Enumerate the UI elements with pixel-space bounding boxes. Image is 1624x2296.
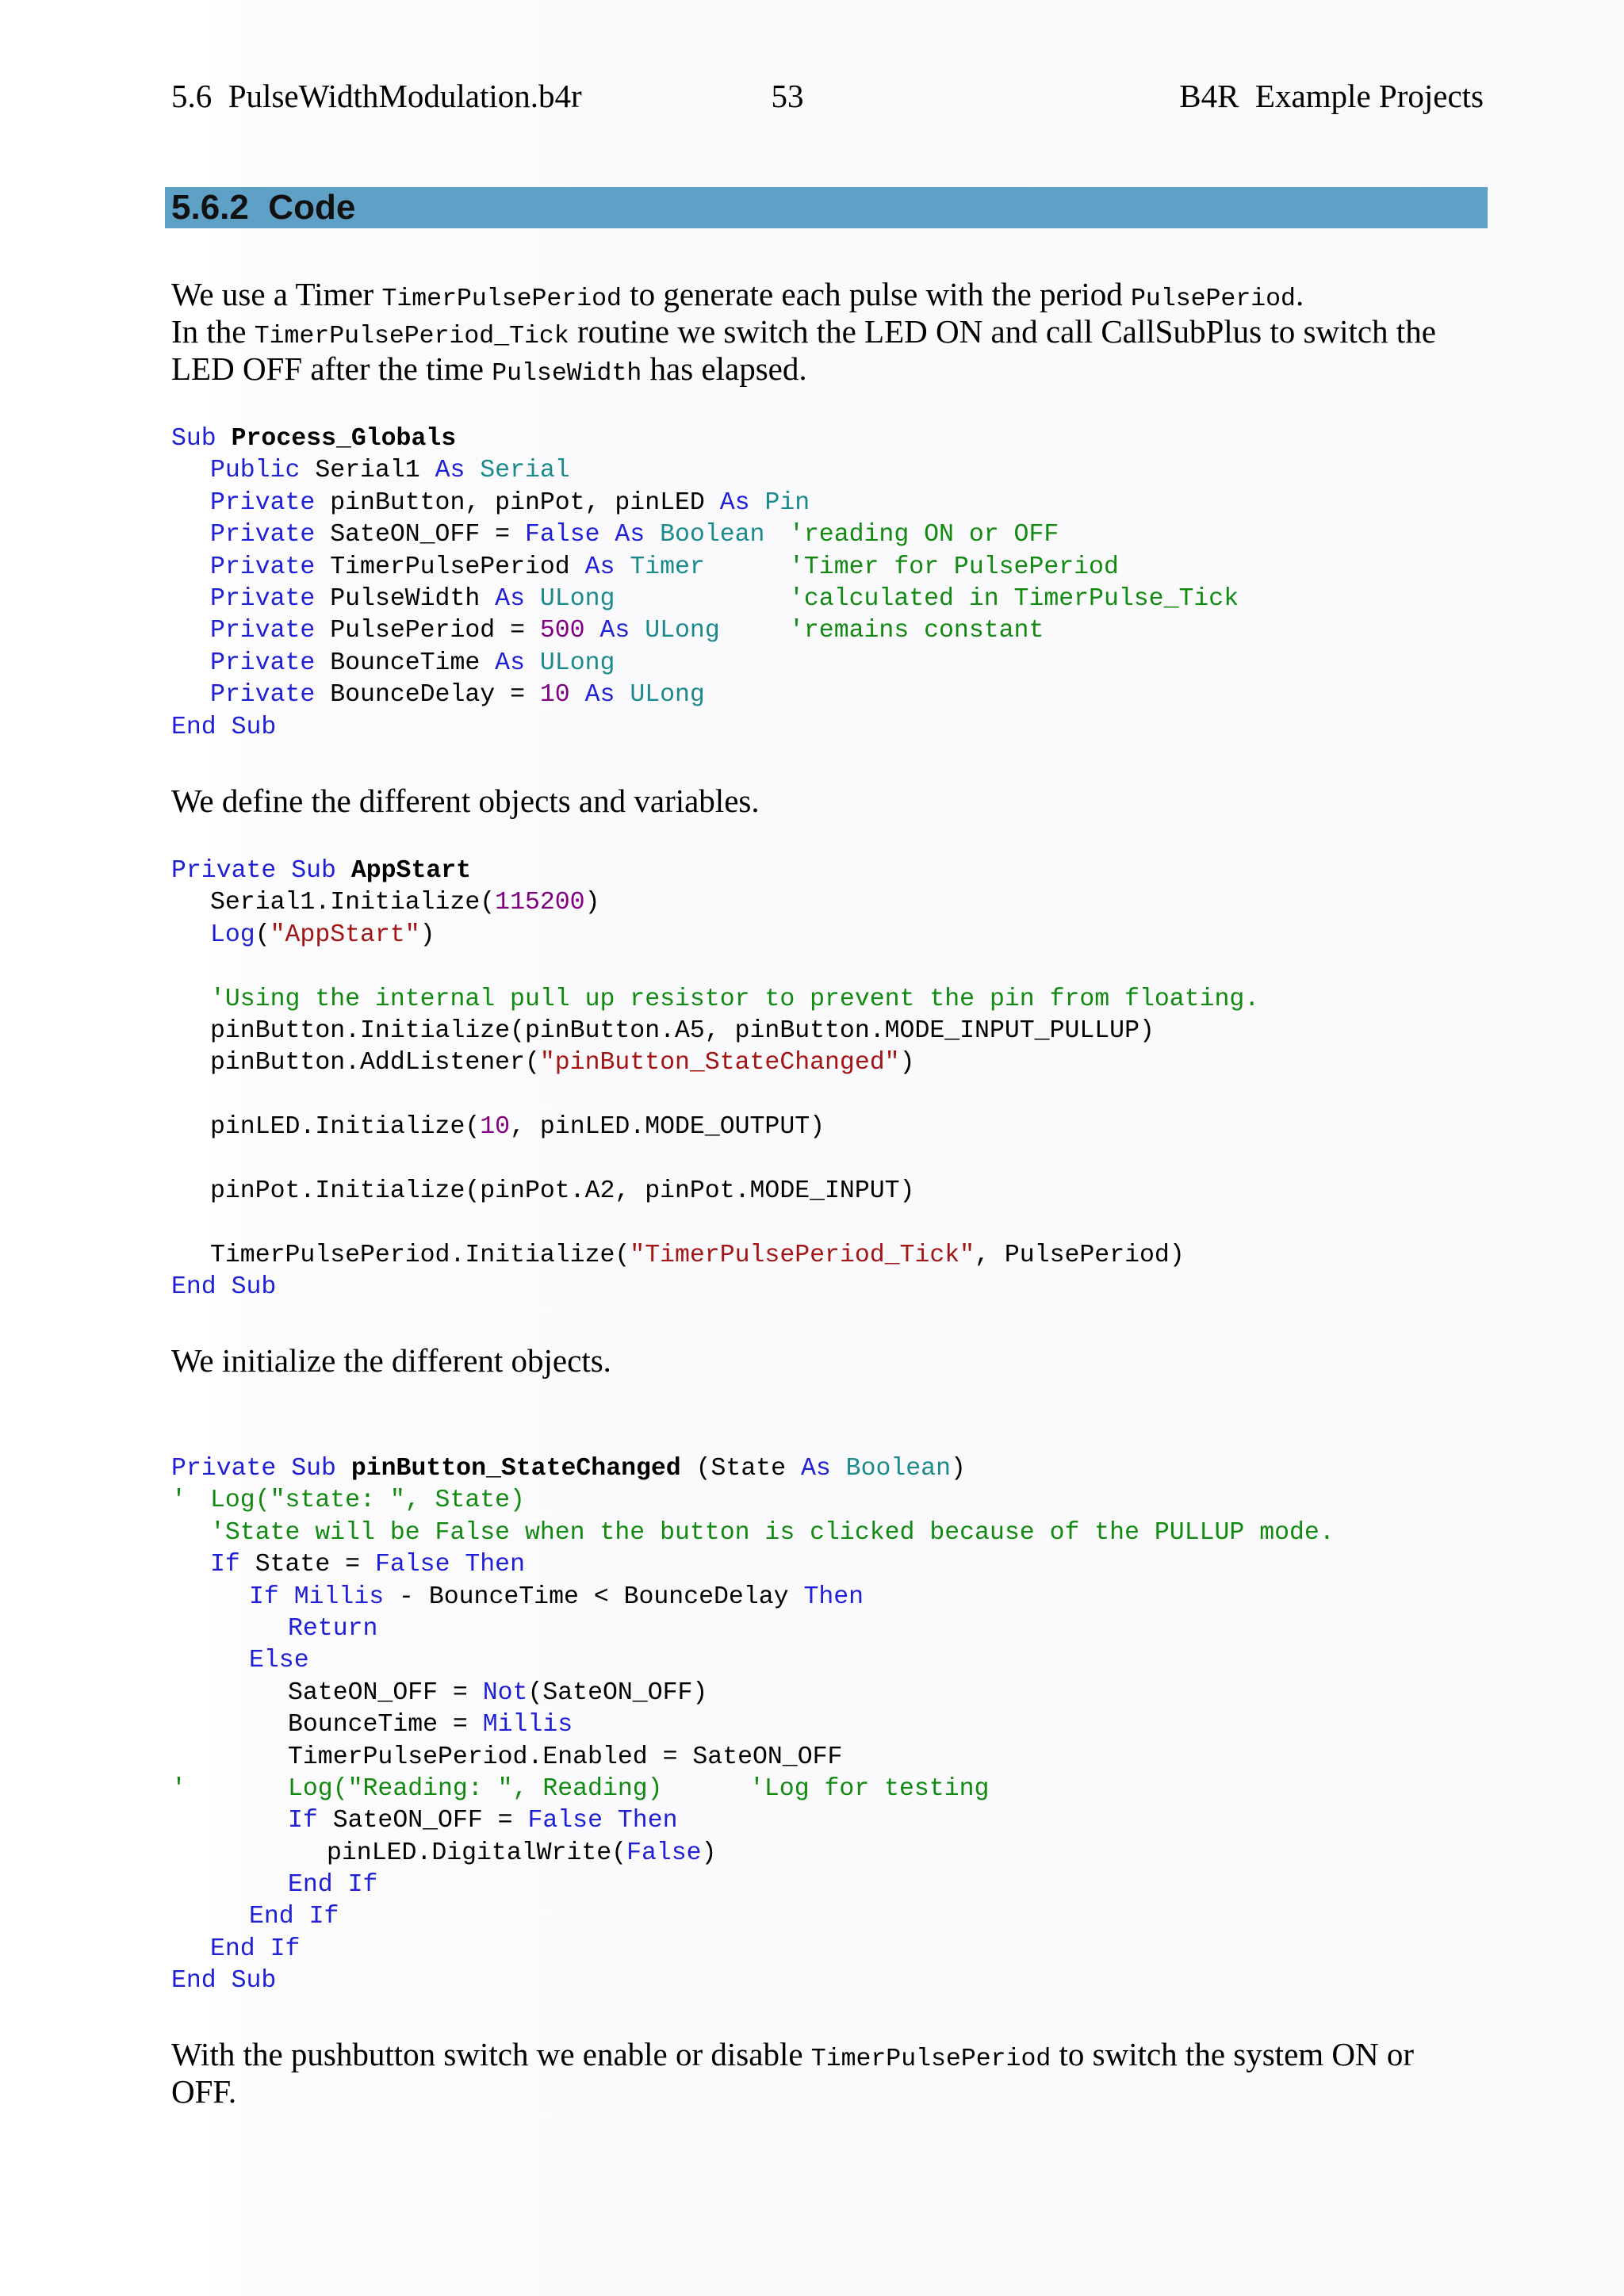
code-text: pinLED.Initialize( [210, 1113, 481, 1142]
code-indent [171, 1583, 249, 1611]
paragraph-line [171, 350, 1436, 388]
code-line [171, 1207, 1259, 1239]
header-book-title: B4R Example Projects [1179, 78, 1484, 114]
code-indent [171, 1519, 210, 1547]
code-line [171, 1645, 1335, 1677]
code-keyword: If [249, 1582, 279, 1611]
code-text [279, 1583, 294, 1611]
code-line [171, 1934, 1335, 1965]
code-text: TimerPulsePeriod.Enabled = SateON_OFF [288, 1743, 843, 1771]
paragraph-define-objects: We define the different objects and variables. [171, 783, 760, 819]
code-listing-app-start [171, 855, 1259, 1303]
code-text: pinLED.DigitalWrite( [327, 1839, 627, 1867]
code-keyword: As [599, 617, 630, 645]
code-keyword: False [374, 1551, 450, 1579]
inline-code: TimerPulsePeriod_Tick [254, 323, 569, 350]
code-line [171, 1709, 1335, 1741]
code-text: State = [239, 1551, 375, 1579]
code-keyword: Private [210, 584, 316, 613]
code-text [525, 585, 540, 613]
code-indent [171, 1551, 210, 1578]
code-keyword: As [615, 521, 645, 549]
code-line [171, 1272, 1259, 1303]
code-line [171, 1112, 1259, 1143]
code-text [600, 521, 615, 549]
code-line [171, 920, 1259, 951]
code-keyword: Private Sub [171, 1455, 336, 1483]
code-line [171, 1080, 1259, 1112]
code-keyword: Private Sub [171, 857, 336, 885]
paragraph-text: LED OFF after the time [171, 350, 492, 387]
paragraph-text: to switch the system ON or [1051, 2036, 1415, 2072]
code-keyword: Private [210, 521, 316, 549]
code-line [171, 1869, 1335, 1901]
code-line [171, 1901, 1335, 1933]
page-number: 53 [771, 78, 804, 114]
code-keyword: End If [249, 1903, 339, 1931]
code-keyword: False [527, 1807, 603, 1835]
code-line [171, 1678, 1335, 1709]
header-section-title: 5.6 PulseWidthModulation.b4r [171, 78, 582, 114]
code-keyword: Public [210, 457, 301, 485]
code-listing-process-globals [171, 423, 1239, 744]
code-text: PulsePeriod = [315, 617, 540, 645]
code-line [171, 615, 1044, 647]
code-keyword: As [584, 553, 615, 581]
code-text: ) [419, 920, 435, 949]
code-text: , PulsePeriod) [975, 1241, 1185, 1269]
code-text [216, 425, 232, 453]
code-trailing-comment: 'calculated in TimerPulse_Tick [789, 584, 1239, 613]
code-type-name: ULong [539, 584, 615, 613]
code-keyword: Not [482, 1678, 528, 1707]
running-header [0, 78, 1624, 115]
paragraph-line [171, 2073, 1414, 2110]
code-keyword: Sub [171, 425, 216, 453]
code-indent [171, 1903, 249, 1931]
code-text [336, 857, 351, 885]
inline-code: TimerPulsePeriod [381, 285, 622, 313]
paragraph-line [171, 2036, 1414, 2073]
code-indent [171, 1935, 210, 1963]
paragraph-line [171, 276, 1436, 313]
code-trailing-comment: 'Timer for PulsePeriod [789, 553, 1119, 581]
code-text: pinButton.AddListener( [210, 1049, 540, 1077]
code-indent [171, 1743, 288, 1771]
code-indent [171, 457, 210, 484]
code-number-literal: 115200 [495, 889, 585, 917]
code-line [171, 1805, 1335, 1837]
code-type-name: ULong [539, 649, 615, 677]
code-line [171, 552, 1119, 584]
code-indent [171, 649, 210, 677]
paragraph-text: In the [171, 313, 255, 350]
code-text [450, 1551, 465, 1578]
code-line [171, 1016, 1259, 1047]
code-type-name: ULong [630, 681, 705, 710]
code-text [831, 1455, 846, 1483]
code-line [171, 1485, 1335, 1517]
code-text: ) [951, 1455, 966, 1483]
code-indent [171, 489, 210, 517]
code-text [465, 457, 480, 484]
paragraph-text: has elapsed. [642, 350, 807, 387]
code-keyword: Private [210, 649, 316, 677]
code-sub-name: pinButton_StateChanged [350, 1455, 681, 1483]
code-keyword: Private [210, 553, 316, 581]
code-comment: 'Using the internal pull up resistor to prevent the pin from floating. [210, 985, 1260, 1013]
code-line [171, 1549, 1335, 1581]
code-text [603, 1807, 618, 1835]
code-line [171, 712, 810, 744]
section-heading: 5.6.2 Code [171, 188, 356, 227]
code-keyword: Log [210, 920, 255, 949]
code-keyword: Return [288, 1614, 378, 1643]
code-line [171, 1838, 1335, 1869]
code-text: , pinLED.MODE_OUTPUT) [510, 1113, 825, 1142]
code-line [171, 584, 1239, 615]
code-line [171, 1774, 1335, 1805]
code-type-name: Serial [480, 457, 570, 485]
code-indent [171, 1049, 210, 1077]
code-sub-name: Process_Globals [231, 425, 457, 453]
code-string-literal: "TimerPulsePeriod_Tick" [630, 1241, 975, 1269]
code-line [171, 519, 1059, 551]
code-comment: ' Log("state: ", State) [171, 1487, 525, 1515]
code-keyword: End Sub [171, 1967, 277, 1996]
code-line [171, 1453, 1335, 1485]
code-keyword: Private [210, 488, 316, 517]
code-keyword: End If [210, 1934, 301, 1963]
code-keyword: Private [210, 617, 316, 645]
inline-code: PulsePeriod [1131, 285, 1296, 313]
code-keyword: End If [288, 1871, 378, 1900]
code-indent [171, 585, 210, 613]
code-indent [171, 617, 210, 645]
code-keyword: Else [249, 1647, 309, 1675]
code-comment: ' Log("Reading: ", Reading) [171, 1774, 663, 1803]
code-text: pinButton.Initialize(pinButton.A5, pinButton.MODE_INPUT_PULLUP) [210, 1016, 1155, 1045]
code-line [171, 679, 810, 711]
code-text: Serial1.Initialize( [210, 889, 496, 917]
code-string-literal: "pinButton_StateChanged" [539, 1049, 900, 1077]
code-text: ( [255, 920, 270, 949]
code-line [171, 455, 810, 487]
code-line [171, 1176, 1259, 1207]
intro-paragraph [171, 276, 1436, 388]
code-line [171, 648, 810, 679]
code-number-literal: 500 [539, 617, 585, 645]
code-keyword: As [584, 681, 615, 710]
paragraph-text: With the pushbutton switch we enable or disable [171, 2036, 811, 2072]
code-indent [171, 1113, 210, 1141]
code-indent [171, 521, 210, 549]
code-text: TimerPulsePeriod.Initialize( [210, 1241, 630, 1269]
code-indent [171, 921, 210, 949]
paragraph-initialize-objects: We initialize the different objects. [171, 1342, 611, 1379]
code-line [171, 1742, 1335, 1774]
inline-code: TimerPulsePeriod [810, 2045, 1051, 2073]
code-type-name: Boolean [845, 1455, 951, 1483]
code-indent [171, 1242, 210, 1269]
inline-code: PulseWidth [492, 360, 642, 388]
code-type-name: Boolean [660, 521, 765, 549]
code-keyword: As [495, 649, 525, 677]
code-keyword: If [288, 1807, 318, 1835]
code-comment: 'State will be False when the button is clicked because of the PULLUP mode. [210, 1518, 1335, 1547]
code-indent [171, 1679, 288, 1707]
code-keyword: False [626, 1839, 702, 1867]
code-keyword: End Sub [171, 713, 277, 741]
code-text: ) [584, 889, 600, 917]
code-trailing-comment: 'reading ON or OFF [789, 521, 1059, 549]
code-keyword: Then [617, 1807, 678, 1835]
section-heading-bar [165, 187, 1488, 228]
code-text: SateON_OFF = [317, 1807, 528, 1835]
code-trailing-comment: 'Log for testing [749, 1774, 990, 1803]
code-text [750, 489, 765, 517]
code-line [171, 488, 810, 519]
code-text: BounceDelay = [315, 681, 540, 710]
code-keyword: As [719, 488, 750, 517]
code-sub-name: AppStart [350, 857, 472, 885]
code-line [171, 1144, 1259, 1176]
code-type-name: Timer [630, 553, 705, 581]
code-line [171, 984, 1259, 1016]
code-indent [171, 1177, 210, 1205]
code-text [615, 681, 630, 709]
code-text [615, 553, 630, 581]
code-number-literal: 10 [480, 1113, 511, 1142]
code-text: SateON_OFF = [288, 1678, 483, 1707]
code-line [171, 423, 810, 455]
code-type-name: Pin [764, 488, 810, 517]
code-trailing-comment: 'remains constant [789, 617, 1044, 645]
code-text: ) [701, 1839, 717, 1867]
code-text: pinButton, pinPot, pinLED [315, 488, 720, 517]
code-keyword: As [435, 457, 465, 485]
code-text: - BounceTime < BounceDelay [384, 1582, 804, 1611]
paragraph-text: to generate each pulse with the period [621, 276, 1132, 312]
code-text [570, 681, 585, 709]
code-text: PulseWidth [315, 584, 496, 613]
code-keyword: If [210, 1551, 240, 1579]
paragraph-text: routine we switch the LED ON and call CallSubPlus to switch the [569, 313, 1436, 350]
code-indent [171, 985, 210, 1013]
code-indent [171, 1807, 288, 1835]
code-type-name: ULong [645, 617, 720, 645]
code-indent [171, 1871, 288, 1899]
code-text: Serial1 [300, 457, 435, 485]
code-text [336, 1455, 351, 1483]
code-line [171, 1613, 1335, 1645]
code-line [171, 1582, 1335, 1613]
code-keyword: False [524, 521, 600, 549]
code-keyword: Then [465, 1551, 525, 1579]
code-indent [171, 1647, 249, 1674]
code-indent [171, 681, 210, 709]
code-text [525, 649, 540, 677]
code-text: (SateON_OFF) [527, 1678, 708, 1707]
code-line [171, 1965, 1335, 1997]
code-text: SateON_OFF = [315, 521, 525, 549]
code-number-literal: 10 [539, 681, 570, 710]
code-indent [171, 889, 210, 916]
code-keyword: As [800, 1455, 831, 1483]
code-indent [171, 1711, 288, 1739]
code-keyword: Then [803, 1582, 864, 1611]
code-line [171, 855, 1259, 887]
code-indent [171, 553, 210, 581]
code-keyword: End Sub [171, 1273, 277, 1302]
code-line [171, 887, 1259, 919]
code-indent [171, 1839, 327, 1867]
paragraph-text: We use a Timer [171, 276, 382, 312]
code-string-literal: "AppStart" [270, 920, 420, 949]
code-line [171, 951, 1259, 983]
code-text: ) [899, 1049, 915, 1077]
paragraph-line [171, 313, 1436, 350]
code-line [171, 1240, 1259, 1272]
code-line [171, 1517, 1335, 1549]
code-line [171, 1047, 1259, 1079]
code-keyword: Millis [293, 1582, 385, 1611]
closing-paragraph [171, 2036, 1414, 2110]
code-indent [171, 1615, 288, 1643]
code-text [585, 617, 600, 645]
code-keyword: Private [210, 681, 316, 710]
code-indent [171, 1017, 210, 1045]
code-text [645, 521, 660, 549]
paragraph-text: OFF. [171, 2073, 237, 2110]
code-text: BounceTime = [288, 1711, 483, 1739]
code-text: TimerPulsePeriod [315, 553, 585, 581]
code-text: BounceTime [315, 649, 496, 677]
code-text: pinPot.Initialize(pinPot.A2, pinPot.MODE_INPUT) [210, 1177, 915, 1205]
code-keyword: As [495, 584, 525, 613]
paragraph-text: . [1295, 276, 1304, 312]
code-text: (State [680, 1455, 801, 1483]
code-keyword: Millis [482, 1711, 573, 1739]
code-listing-state-changed [171, 1453, 1335, 1998]
code-text [630, 617, 645, 645]
